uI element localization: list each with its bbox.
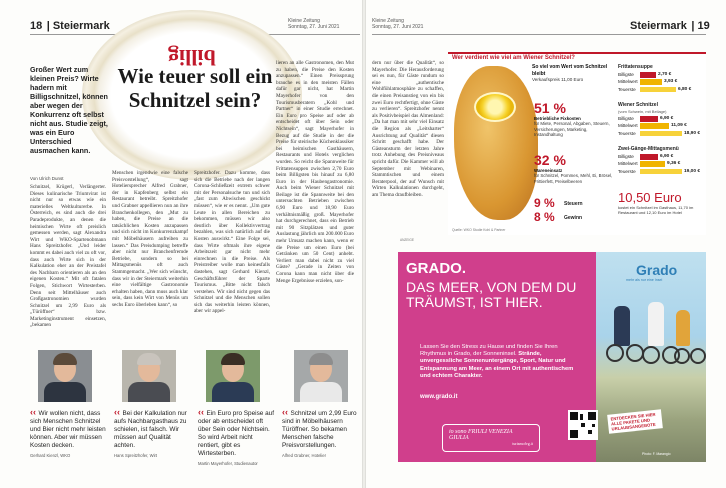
right-header-rule <box>372 34 706 35</box>
ad-body-1: Lassen Sie den Stress zu Hause und finden Sie Ihren Rhythmus in Grado, der Sonneninsel. <box>420 344 558 358</box>
quote-mark-icon: ‹‹ <box>282 407 291 417</box>
share-fixkosten-desc <box>534 116 614 138</box>
price-row <box>618 153 706 160</box>
quote-mayerhofer <box>198 408 274 466</box>
left-section-name: Steiermark <box>52 20 110 32</box>
portrait-hair <box>53 353 77 365</box>
price-bar <box>640 131 682 137</box>
quote-mark-icon: ‹‹ <box>114 407 123 417</box>
infographic-title: Wer verdient wie viel am Wiener Schnitzel? <box>452 55 575 61</box>
price-row <box>618 71 706 78</box>
column-2-text: Menschen irgendwie eine falsche Preisvorstellung“, sagt Hoteliersprecher Alfred Grabner, der in Kapfenberg selbst ein Restaurant betreibt. Spreitzhofer und Grabner appellieren nun an ihre Branchenkollegen, den „Mut zu haben, die Preise an die tatsächlichen Kosten anzupassen und sich nicht im Konkurrenzkampf mit Möbelhäusern aufreiben zu lassen.“ Das Preisdumping betreffe aber nicht nur Branchenfremde Betriebe, sondern so bei Mittagsmenüs oft auch Stammgemacht. „Wer sich wünscht, dass wir in der Steiermark weiterhin eine vielfältige Gastronomie erhalten haben, dann muss auch klar sein, dass kein Wirt von Menüs um sechs Euro überleben kann“, so <box>112 170 188 308</box>
lemon-slice-image <box>474 92 516 122</box>
price-row-label: Teuerste <box>618 130 636 136</box>
share-fixkosten-pct: 51 % <box>534 100 566 116</box>
price-table-rows <box>618 71 706 93</box>
infographic-lead-sub: Verkaufspreis 11,00 Euro <box>532 77 584 83</box>
price-row-label: Billigste <box>618 72 634 77</box>
article-column-2 <box>112 170 188 344</box>
price-row <box>618 86 706 93</box>
right-page-number: 19 <box>697 20 710 32</box>
big-price-desc: kostet ein Schnitzel im Gasthaus, 11,70 im Restaurant und 12,10 Euro im Hotel <box>618 205 694 215</box>
quote-text: Wir wollen nicht, dass sich Menschen Schnitzel und Bier nicht mehr leisten können. Aber wir müssen Kosten decken. <box>30 410 106 449</box>
price-row-label: Billigste <box>618 154 634 159</box>
price-row-label: Teuerste <box>618 86 636 92</box>
quote-spreitzhofer <box>114 408 190 458</box>
fvg-logo-text: io sono FRIULI VENEZIA GIULIA <box>449 429 513 441</box>
infographic-lead <box>532 64 614 83</box>
price-row-value: 2,70 € <box>658 72 672 77</box>
ad-brand: GRADO. <box>406 260 466 277</box>
qr-finder <box>570 412 578 420</box>
cyclist-figure <box>614 306 630 346</box>
quote-text: Schnitzel um 2,99 Euro sind in Möbelhäusern Türöffner. So bekamen Menschen falsche Preisvorstellungen. <box>282 410 357 449</box>
schnitzel-image <box>454 66 538 220</box>
portrait-kienzl <box>38 350 92 402</box>
qr-module <box>588 430 592 434</box>
price-table-mittagsmenu <box>618 146 706 175</box>
quote-author: Hans Spreitzhofer, Wirt <box>114 453 158 458</box>
left-page-number: 18 <box>30 20 43 32</box>
price-row-label: Mittelwert <box>618 79 638 85</box>
price-table-rows <box>618 153 706 175</box>
share-ware-pct: 32 % <box>534 152 566 168</box>
portrait-suit <box>44 382 86 402</box>
price-bar <box>640 154 658 160</box>
qr-module <box>592 424 595 427</box>
portrait-suit <box>212 382 254 402</box>
headline: Wie teuer soll ein Schnitzel sein? <box>117 64 273 112</box>
right-masthead <box>372 18 423 30</box>
right-article-column <box>372 60 444 232</box>
portrait-suit <box>128 382 170 402</box>
quote-mark-icon: ‹‹ <box>30 407 39 417</box>
quote-text: Ein Euro pro Speise auf oder ab entscheidet oft über Sein oder Nichtsein. So wird Arbeit nicht rentiert, gibt es Wirtesterben. <box>198 410 274 457</box>
qr-code[interactable] <box>568 410 598 440</box>
infographic-source: Quelle: WKO Studie Kohl & Partner <box>452 228 506 232</box>
price-row-value: 18,90 € <box>684 130 701 136</box>
right-page-header <box>630 16 710 34</box>
price-row <box>618 160 706 167</box>
photo-credit: Photo: F. Marangio <box>642 452 671 456</box>
price-bar <box>640 72 656 78</box>
left-paper-name: Kleine Zeitung <box>288 18 320 24</box>
price-row-label: Teuerste <box>618 168 636 174</box>
price-table-rows <box>618 115 706 137</box>
portrait-suit <box>300 382 342 402</box>
share-ware-detail: für Schnitzel, Pommes, Mehl, Ei, Brösel, Frittierfett, Preiselbeeren <box>534 173 613 184</box>
portrait-hair <box>309 353 333 365</box>
left-masthead <box>288 18 339 30</box>
share-gewinn-pct: 8 % <box>534 210 555 224</box>
lead-paragraph: Großer Wert zum kleinen Preis? Wirte hadern mit Billigschnitzel, können aber wegen der Konkurrenz oft selbst nicht aus. Studie zeigt, was ein Euro Unterschied ausmachen kann. <box>30 65 108 155</box>
share-gewinn-label: Gewinn <box>564 215 583 221</box>
left-section-divider: | <box>46 20 53 32</box>
share-fixkosten-detail: für Miete, Personal, Abgaben, Steuern, Versicherungen, Marketing, Instandhaltung <box>534 121 610 138</box>
quote-mark-icon: ‹‹ <box>198 407 207 417</box>
price-bar <box>640 87 676 93</box>
quote-author: Alfred Grabner, Hotelier <box>282 453 326 458</box>
portrait-hair <box>137 353 161 365</box>
price-bar <box>640 123 669 129</box>
price-row <box>618 122 706 129</box>
price-table-title: Zwei-Gänge-Mittagsmenü <box>618 146 679 152</box>
fvg-logo-url: turismofvg.it <box>512 441 533 446</box>
ad-body <box>420 344 580 380</box>
portrait-spreitzhofer <box>122 350 176 402</box>
share-ware-title: Wareneinsatz <box>534 168 563 173</box>
article-column-3 <box>194 170 270 344</box>
price-row <box>618 115 706 122</box>
price-table-title: Wiener Schnitzel <box>618 102 658 108</box>
price-table-title: Frittatensuppe <box>618 64 653 70</box>
price-row-label: Billigste <box>618 116 634 121</box>
right-paper-name: Kleine Zeitung <box>372 18 404 24</box>
price-row-value: 6,80 € <box>678 86 692 92</box>
column-1-text: Schnitzel, Krügerl, Verlängerter. Dieses kulinarische Triumvirat ist nicht nur so etwas wie ein materielles Weltkulturerbe. In Österreich, es sind auch die drei Paradeprodukte, an denen die heimischen Wirte oft preislich gemessen werden, sagt Alexandra Wirt und WKO-Spartenobmann Hans Spreitzhofer. „Und leider kommt es dabei auch viel zu oft vor, dass auch Wirte sich in der Kalkulation eher an der Preistafel des Nachbarn orientieren als an den eigenen Kosten.“ Mit oft fatalen Folgen, Stichwort Wirtesterben. Denn seit Mittelhäuser auch Großgastronomien wurden Schnitzel um 2,99 Euro als „Türöffner“ bzw. Marketinginstrument einsetzen, „bekamen <box>30 184 106 329</box>
quote-author: Martin Mayerhofer, Studienautor <box>198 461 258 466</box>
share-fixkosten-title: Betriebliche Fixkosten <box>534 116 581 121</box>
price-row-value: 19,00 € <box>684 168 701 174</box>
fvg-logo <box>442 424 540 452</box>
right-date: Sonntag, 27. Juni 2021 <box>372 24 424 30</box>
price-row-value: 11,09 € <box>671 123 687 129</box>
price-row-value: 3,93 € <box>664 79 678 85</box>
qr-module <box>581 423 585 427</box>
qr-finder <box>570 430 578 438</box>
left-page-header <box>30 16 110 34</box>
cyclist-figure <box>676 310 690 346</box>
price-row <box>618 168 706 175</box>
quote-grabner <box>282 408 358 458</box>
share-ware-desc <box>534 168 614 184</box>
price-table-frittatensuppe <box>618 64 706 93</box>
article-column-4 <box>276 60 354 344</box>
share-steuern-label: Steuern <box>564 201 583 207</box>
price-row-label: Mittelwert <box>618 123 638 129</box>
price-row-value: 6,90 € <box>660 116 674 121</box>
ad-promo-badge[interactable]: ENTDECKEN SIE HIER ALLE PAKETE UND URLAUBSANGEBOTE <box>607 409 663 434</box>
article-column-1 <box>30 184 106 344</box>
price-row <box>618 78 706 85</box>
qr-finder <box>588 412 596 420</box>
portrait-grabner <box>294 350 348 402</box>
share-steuern-pct: 9 % <box>534 196 555 210</box>
price-bar <box>640 169 682 175</box>
big-price: 10,50 Euro <box>618 190 682 205</box>
right-section-divider: | <box>691 20 698 32</box>
portrait-hair <box>221 353 245 365</box>
column-4-text: lieren an alle Gastronomen, den Mut zu haben, die Preise den Kosten anzupassen.“ Einen Preissprung brauche es in den meisten Fällen dafür gar nicht, hat Martin Mayerhofer von den Tourismusberatern „Kohl und Partner“ in einer Studie errechnet. Ein Euro pro Speise auf oder ab entscheidet oft über Sein oder Nichtsein“, sagt Mayerhofer in Bezug auf die Studie in der die Preise für steirische Küchenklassiker bei heimischen Gasthäusern, Restaurants und Hotels verglichen wurden. So reicht die Spannweite für Frittatensuppen zwischen 2,70 Euro beim Billigsten bis hinauf zu 6,80 Euro in der Haubengastronomie. Auch beim Wiener Schnitzel mit Beilage ist die Spannweite bei den untersuchten Betrieben zwischen 6,90 Euro und 18,90 Euro verhältnismäßig groß. Mayerhofer hat durchgerechnet, dass ein Betrieb mit 90 Sitzplätzen und guter Auslastung jährlich um 200.000 Euro mehr Umsatz machen kann, wenn er die Preise um einen Euro (bei Getränken um 50 Cent) anhebt. Verliert man dabei nicht zu viel Gäste? „Gerade in Zeiten von Corona kann man nicht über die Menge Ergebnisse erzielen, son- <box>276 60 354 284</box>
bike-wheel-icon <box>606 344 624 362</box>
quote-text: Bei der Kalkulation nur aufs Nachbargasthaus zu schielen, ist falsch. Wir müssen auf Qualität achten. <box>114 410 187 449</box>
grado-slogan: mehr als nur eine Insel <box>626 278 663 282</box>
right-section-name: Steiermark <box>630 20 687 32</box>
price-bar <box>640 161 665 167</box>
left-date: Sonntag, 27. Juni 2021 <box>288 24 340 30</box>
portrait-mayerhofer <box>206 350 260 402</box>
quote-kienzl <box>30 408 106 458</box>
kicker-word: billig <box>168 45 216 70</box>
infographic-lead-title: So viel vom Wert vom Schnitzel bleibt <box>532 64 608 77</box>
ad-label: ANZEIGE <box>400 238 414 242</box>
price-table-subtitle: (vom Schwein, mit Beilage) <box>618 109 667 114</box>
ad-headline: DAS MEER, VON DEM DU TRÄUMST, IST HIER. <box>406 279 577 310</box>
grado-logo: Grado <box>636 262 678 278</box>
price-row-value: 9,36 € <box>667 161 681 167</box>
quote-author: Gerhard Kienzl, WKO <box>30 453 71 458</box>
right-column-text: dern nur über die Qualität“, so Mayerhofer. Die Herausforderung sei es nun, für Gäste rundum so eine „authentische Wohlfühlatmosphäre zu schaffen, die einen Preisanstieg von ein bis zwei Euro rechtfertigt, ohne Gäste zu verlieren“. Spreitzhofer nennt als Positivbeispiel das Almenland: „Da hat man mit sehr viel Einsatz die Region als „Leitsharter“ Ausrichtung auf Qualität“ diesen Schritt geschafft habe. Der Gästeansturm der letzten Jahre trotz Anhebung des Preisniveaus spricht dafür. Die Kammer will ab September mit Webinaren, Stammtischen und einem Beraterpool, der auf Wunsch mit Wirten Kalkulationen durchgeht, am Thema draufbleiben. <box>372 60 444 198</box>
qr-module <box>580 414 583 420</box>
bike-wheel-icon <box>642 346 660 364</box>
price-bar <box>640 116 658 122</box>
price-row-value: 6,90 € <box>660 154 674 159</box>
ad-body-2: Strände, unvergessliche Sonnenuntergänge, Sport, Natur und Entspannung am Meer, an einem Ort mit authentischem und echtem Charakter. <box>420 351 574 379</box>
column-3-text: Spreitzhofer. Dazu komme, dass sich die Betriebe nach der langen Corona-Schließzeit extrem schwer mit der Personalsuche tun und sich „fast zum Abwischen geschickt müssen“, wie er es nennt. „Um gute Leute in allen Bereichen zu bekommen, müssen wir also deutlich über Kollektivvertrag bezahlen, was sich natürlich auf die Kosten auswirkt.“ Eine Folge sei, dass Wirte oftmals ihre eigene Arbeitszeit gar nicht mehr einrechnen in die Preise. Als Preistreiber wolle man keinesfalls dastehen, sagt Gerhard Kienzl, Geschäftsführer der Sparte Tourismus. „Bitte nicht falsch verstehen. Wir sind nicht gegen das Schnitzel und die Menschen sollen sich das weiterhin leisten können, aber wir appel- <box>194 170 270 315</box>
byline: Von Ulrich Dunst <box>30 176 64 181</box>
bike-wheel-icon <box>690 348 706 364</box>
price-row <box>618 130 706 137</box>
cyclist-figure <box>648 302 664 346</box>
portrait-row <box>30 350 358 406</box>
price-table-schnitzel <box>618 102 706 137</box>
bike-wheel-icon <box>674 348 690 364</box>
page-gutter <box>362 0 366 488</box>
grado-advertisement[interactable] <box>398 252 706 462</box>
price-bar <box>640 79 662 85</box>
ad-url-link[interactable]: www.grado.it <box>420 394 458 400</box>
price-row-label: Mittelwert <box>618 161 638 167</box>
